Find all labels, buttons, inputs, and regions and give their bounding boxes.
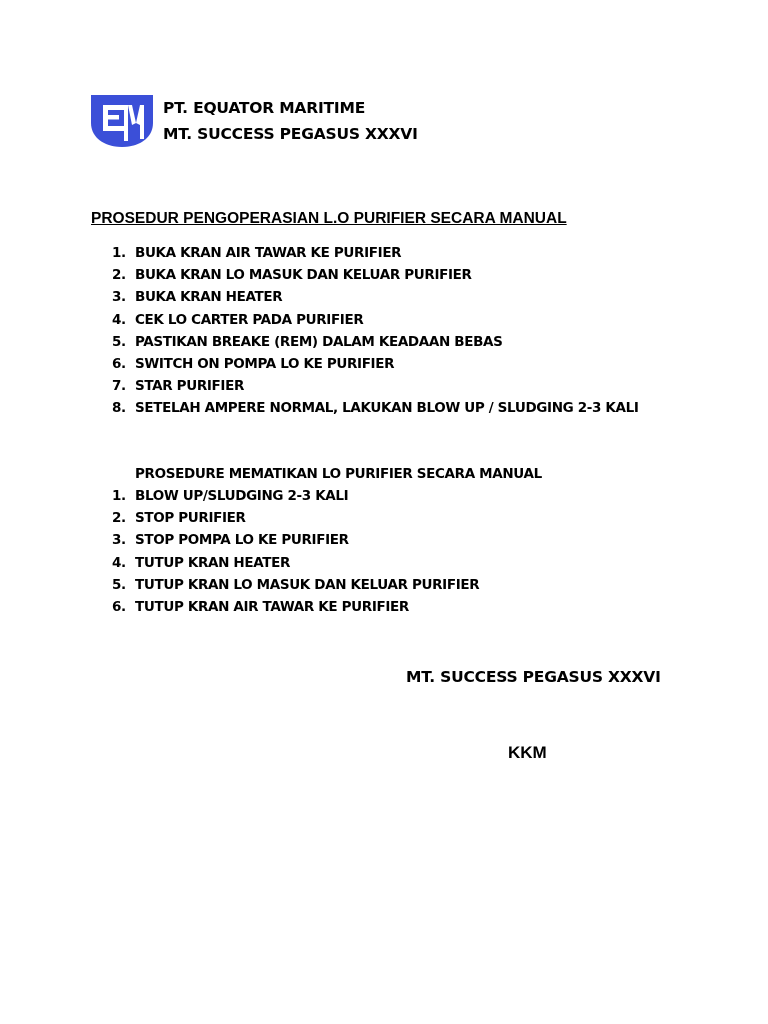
stop-procedure-list bbox=[104, 485, 479, 618]
list-item-text: TUTUP KRAN HEATER bbox=[135, 554, 291, 571]
list-item bbox=[104, 353, 639, 375]
list-item bbox=[104, 309, 639, 331]
list-item-text: SWITCH ON POMPA LO KE PURIFIER bbox=[135, 355, 395, 372]
list-item-number: 5. bbox=[112, 333, 126, 350]
list-item-number: 1. bbox=[112, 245, 126, 261]
signature-vessel-name: MT. SUCCESS PEGASUS XXXVI bbox=[406, 668, 661, 686]
list-item-text: PASTIKAN BREAKE (REM) DALAM KEADAAN BEBAS bbox=[135, 333, 503, 350]
list-item bbox=[104, 331, 639, 353]
list-item bbox=[104, 264, 639, 286]
list-item-text: BUKA KRAN HEATER bbox=[135, 289, 283, 306]
list-item bbox=[104, 574, 479, 596]
list-item-number: 4. bbox=[112, 554, 126, 571]
list-item-number: 5. bbox=[112, 576, 126, 593]
list-item-text: SETELAH AMPERE NORMAL, LAKUKAN BLOW UP / SLUDGING 2-3 KALI bbox=[135, 400, 639, 417]
list-item bbox=[104, 529, 479, 551]
list-item-text: CEK LO CARTER PADA PURIFIER bbox=[135, 311, 364, 328]
list-item-number: 3. bbox=[112, 289, 126, 306]
list-item-number: 6. bbox=[112, 598, 126, 615]
list-item-number: 1. bbox=[112, 488, 126, 504]
signature-title: KKM bbox=[508, 743, 547, 762]
document-title: PROSEDUR PENGOPERASIAN L.O PURIFIER SECARA MANUAL bbox=[91, 210, 567, 227]
start-procedure-list bbox=[104, 242, 639, 420]
list-item-text: STOP POMPA LO KE PURIFIER bbox=[135, 532, 349, 549]
list-item-text: BLOW UP/SLUDGING 2-3 KALI bbox=[135, 488, 349, 504]
list-item-text: TUTUP KRAN AIR TAWAR KE PURIFIER bbox=[135, 598, 409, 615]
list-item bbox=[104, 552, 479, 574]
list-item bbox=[104, 375, 639, 397]
list-item bbox=[104, 596, 479, 618]
company-header bbox=[163, 95, 418, 147]
company-logo-icon bbox=[91, 95, 153, 147]
list-item-number: 2. bbox=[112, 267, 126, 284]
list-item-text: BUKA KRAN AIR TAWAR KE PURIFIER bbox=[135, 245, 402, 261]
company-name: PT. EQUATOR MARITIME bbox=[163, 99, 366, 117]
list-item bbox=[104, 485, 479, 507]
list-item-number: 2. bbox=[112, 510, 126, 527]
vessel-name: MT. SUCCESS PEGASUS XXXVI bbox=[163, 125, 418, 143]
list-item-text: BUKA KRAN LO MASUK DAN KELUAR PURIFIER bbox=[135, 267, 472, 284]
list-item-number: 4. bbox=[112, 311, 126, 328]
list-item bbox=[104, 397, 639, 419]
list-item bbox=[104, 507, 479, 529]
list-item bbox=[104, 242, 639, 264]
stop-procedure-heading: PROSEDURE MEMATIKAN LO PURIFIER SECARA MANUAL bbox=[135, 466, 542, 482]
list-item-text: TUTUP KRAN LO MASUK DAN KELUAR PURIFIER bbox=[135, 576, 480, 593]
list-item bbox=[104, 286, 639, 308]
list-item-text: STOP PURIFIER bbox=[135, 510, 246, 527]
list-item-number: 8. bbox=[112, 400, 126, 417]
list-item-text: STAR PURIFIER bbox=[135, 378, 245, 395]
list-item-number: 6. bbox=[112, 355, 126, 372]
list-item-number: 7. bbox=[112, 378, 126, 395]
list-item-number: 3. bbox=[112, 532, 126, 549]
